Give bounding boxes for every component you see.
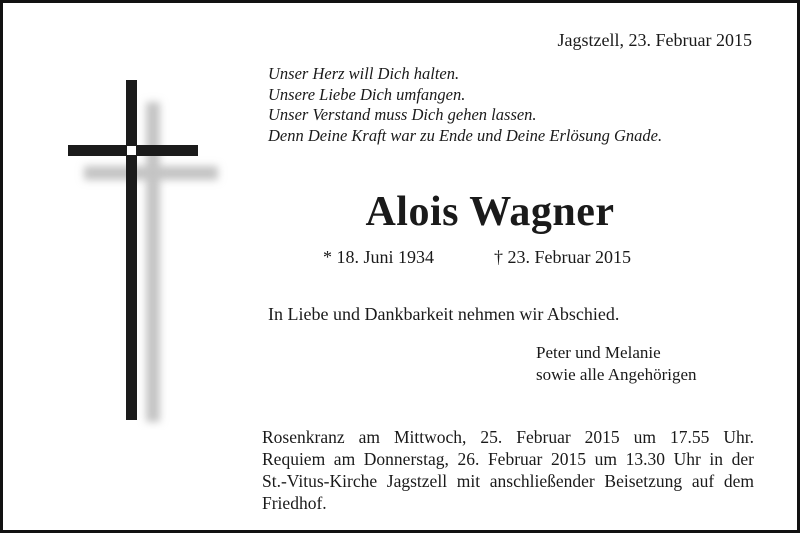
poem-line: Unser Verstand muss Dich gehen lassen. bbox=[268, 105, 537, 124]
service-details bbox=[262, 426, 754, 514]
service-line: St.-Vitus-Kirche Jagstzell mit anschließender Beisetzung auf dem bbox=[262, 471, 754, 491]
birth-date: * 18. Juni 1934 bbox=[323, 247, 435, 267]
death-date: † 23. Februar 2015 bbox=[494, 247, 631, 267]
mourner-line: Peter und Melanie bbox=[536, 343, 661, 362]
poem-line: Unser Herz will Dich halten. bbox=[268, 64, 460, 83]
service-line: Rosenkranz am Mittwoch, 25. Februar 2015 um 17.55 Uhr. bbox=[262, 427, 754, 447]
deceased-name: Alois Wagner bbox=[365, 189, 615, 235]
service-line: Requiem am Donnerstag, 26. Februar 2015 um 13.30 Uhr in der bbox=[262, 449, 754, 469]
service-line: Friedhof. bbox=[262, 493, 327, 513]
mourner-line: sowie alle Angehörigen bbox=[536, 365, 697, 384]
poem bbox=[268, 64, 662, 146]
poem-line: Unsere Liebe Dich umfangen. bbox=[268, 84, 466, 104]
poem-line: Denn Deine Kraft war zu Ende und Deine Erlösung Gnade. bbox=[268, 125, 663, 145]
mourners bbox=[536, 342, 697, 386]
farewell-text: In Liebe und Dankbarkeit nehmen wir Abschied. bbox=[268, 304, 620, 324]
place-date: Jagstzell, 23. Februar 2015 bbox=[557, 30, 752, 50]
cross-icon bbox=[60, 70, 230, 430]
